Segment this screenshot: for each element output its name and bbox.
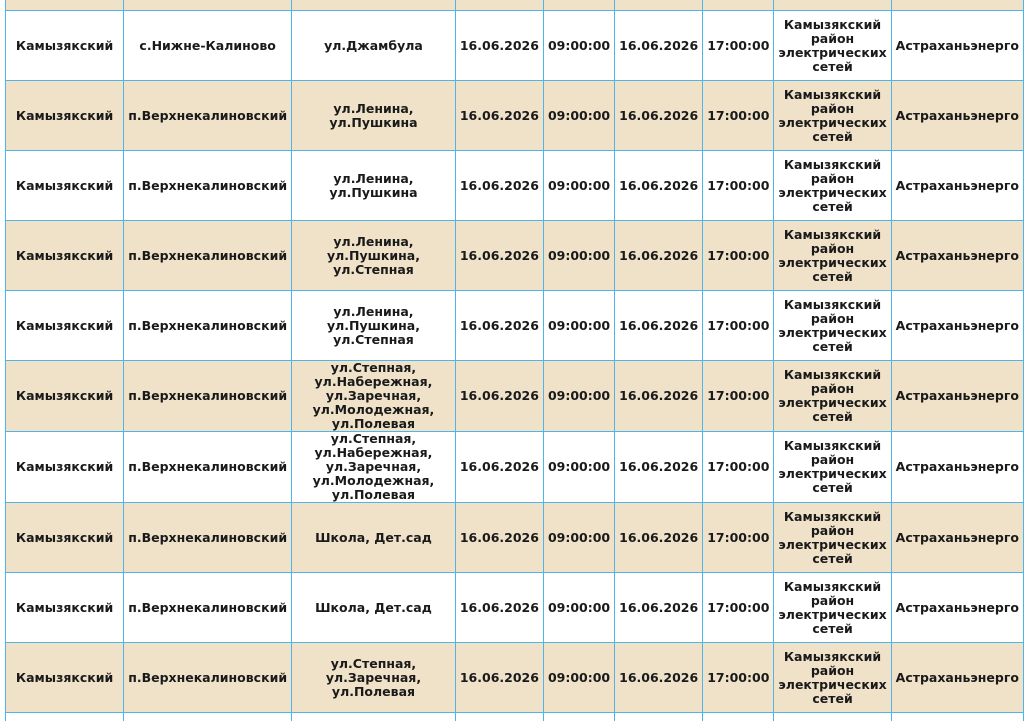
unit-cell: Камызякский район электрических сетей (774, 432, 891, 503)
end-time-cell: 17:00:00 (703, 11, 774, 81)
district-cell: Камызякский (6, 291, 124, 361)
start-date-cell: 16.06.2026 (455, 221, 543, 291)
end-date-cell: 16.06.2026 (615, 643, 703, 713)
end-time-cell: 17:00:00 (703, 81, 774, 151)
start-time-cell: 09:00:00 (543, 221, 614, 291)
end-date-cell: 16.06.2026 (615, 81, 703, 151)
streets-cell: Школа, Дет.сад (292, 503, 456, 573)
start-time-cell: 09:00:00 (543, 503, 614, 573)
table-row (6, 503, 1024, 573)
start-time-cell: 09:00:00 (543, 291, 614, 361)
end-time-cell: 17:00:00 (703, 361, 774, 432)
district-cell: Камызякский (6, 643, 124, 713)
unit-cell: Камызякский район электрических сетей (774, 11, 891, 81)
organization-cell: Астраханьэнерго (891, 573, 1023, 643)
locality-cell: с.Нижне-Калиново (124, 11, 292, 81)
start-time-cell: 09:00:00 (543, 151, 614, 221)
district-cell: Камызякский (6, 151, 124, 221)
streets-cell: ул.Степная, ул.Заречная, ул.Полевая (292, 643, 456, 713)
locality-cell: п.Верхнекалиновский (124, 643, 292, 713)
table-row-partial (6, 713, 1024, 721)
start-time-cell: 09:00:00 (543, 361, 614, 432)
end-time-cell: 17:00:00 (703, 573, 774, 643)
streets-cell: ул.Ленина, ул.Пушкина (292, 151, 456, 221)
district-cell: Камызякский (6, 573, 124, 643)
end-date-cell: 16.06.2026 (615, 291, 703, 361)
table-row (6, 151, 1024, 221)
district-cell: Камызякский (6, 361, 124, 432)
table-row (6, 11, 1024, 81)
organization-cell: Астраханьэнерго (891, 503, 1023, 573)
outage-schedule-table (5, 0, 1024, 721)
locality-cell: п.Верхнекалиновский (124, 151, 292, 221)
end-date-cell: 16.06.2026 (615, 503, 703, 573)
organization-cell: Астраханьэнерго (891, 221, 1023, 291)
streets-cell: ул.Ленина, ул.Пушкина, ул.Степная (292, 291, 456, 361)
organization-cell: Астраханьэнерго (891, 643, 1023, 713)
start-date-cell: 16.06.2026 (455, 643, 543, 713)
start-time-cell: 09:00:00 (543, 573, 614, 643)
district-cell: Камызякский (6, 81, 124, 151)
streets-cell: ул.Степная, ул.Набережная, ул.Заречная, ул.Молодежная, ул.Полевая (292, 361, 456, 432)
unit-cell: Камызякский район электрических сетей (774, 151, 891, 221)
unit-cell: Камызякский район электрических сетей (774, 573, 891, 643)
district-cell: Камызякский (6, 432, 124, 503)
end-date-cell: 16.06.2026 (615, 361, 703, 432)
start-date-cell: 16.06.2026 (455, 151, 543, 221)
locality-cell: п.Верхнекалиновский (124, 361, 292, 432)
streets-cell: ул.Джамбула (292, 11, 456, 81)
organization-cell: Астраханьэнерго (891, 432, 1023, 503)
streets-cell: ул.Степная, ул.Набережная, ул.Заречная, ул.Молодежная, ул.Полевая (292, 432, 456, 503)
end-date-cell: 16.06.2026 (615, 432, 703, 503)
district-cell: Камызякский (6, 221, 124, 291)
unit-cell: Камызякский район электрических сетей (774, 221, 891, 291)
streets-cell: ул.Ленина, ул.Пушкина, ул.Степная (292, 221, 456, 291)
organization-cell: Астраханьэнерго (891, 151, 1023, 221)
end-date-cell: 16.06.2026 (615, 221, 703, 291)
organization-cell: Астраханьэнерго (891, 361, 1023, 432)
unit-cell: Камызякский район электрических сетей (774, 503, 891, 573)
end-time-cell: 17:00:00 (703, 291, 774, 361)
start-date-cell: 16.06.2026 (455, 503, 543, 573)
table-row (6, 432, 1024, 503)
table-body (6, 0, 1024, 721)
organization-cell: Астраханьэнерго (891, 291, 1023, 361)
table-row (6, 573, 1024, 643)
unit-cell: Камызякский район электрических сетей (774, 81, 891, 151)
district-cell: Камызякский (6, 11, 124, 81)
start-date-cell: 16.06.2026 (455, 432, 543, 503)
organization-cell: Астраханьэнерго (891, 81, 1023, 151)
locality-cell: п.Верхнекалиновский (124, 221, 292, 291)
start-time-cell: 09:00:00 (543, 81, 614, 151)
table-row-partial (6, 0, 1024, 11)
end-time-cell: 17:00:00 (703, 432, 774, 503)
end-time-cell: 17:00:00 (703, 151, 774, 221)
end-time-cell: 17:00:00 (703, 221, 774, 291)
start-time-cell: 09:00:00 (543, 11, 614, 81)
locality-cell: п.Верхнекалиновский (124, 291, 292, 361)
end-time-cell: 17:00:00 (703, 643, 774, 713)
start-time-cell: 09:00:00 (543, 643, 614, 713)
end-time-cell: 17:00:00 (703, 503, 774, 573)
end-date-cell: 16.06.2026 (615, 573, 703, 643)
locality-cell: п.Верхнекалиновский (124, 503, 292, 573)
locality-cell: п.Верхнекалиновский (124, 573, 292, 643)
table-row (6, 643, 1024, 713)
start-time-cell: 09:00:00 (543, 432, 614, 503)
end-date-cell: 16.06.2026 (615, 151, 703, 221)
table-row (6, 221, 1024, 291)
streets-cell: ул.Ленина, ул.Пушкина (292, 81, 456, 151)
organization-cell: Астраханьэнерго (891, 11, 1023, 81)
table-row (6, 291, 1024, 361)
start-date-cell: 16.06.2026 (455, 361, 543, 432)
streets-cell: Школа, Дет.сад (292, 573, 456, 643)
start-date-cell: 16.06.2026 (455, 291, 543, 361)
locality-cell: п.Верхнекалиновский (124, 81, 292, 151)
table-row (6, 361, 1024, 432)
start-date-cell: 16.06.2026 (455, 573, 543, 643)
unit-cell: Камызякский район электрических сетей (774, 643, 891, 713)
unit-cell: Камызякский район электрических сетей (774, 361, 891, 432)
start-date-cell: 16.06.2026 (455, 81, 543, 151)
locality-cell: п.Верхнекалиновский (124, 432, 292, 503)
start-date-cell: 16.06.2026 (455, 11, 543, 81)
district-cell: Камызякский (6, 503, 124, 573)
unit-cell: Камызякский район электрических сетей (774, 291, 891, 361)
table-row (6, 81, 1024, 151)
end-date-cell: 16.06.2026 (615, 11, 703, 81)
